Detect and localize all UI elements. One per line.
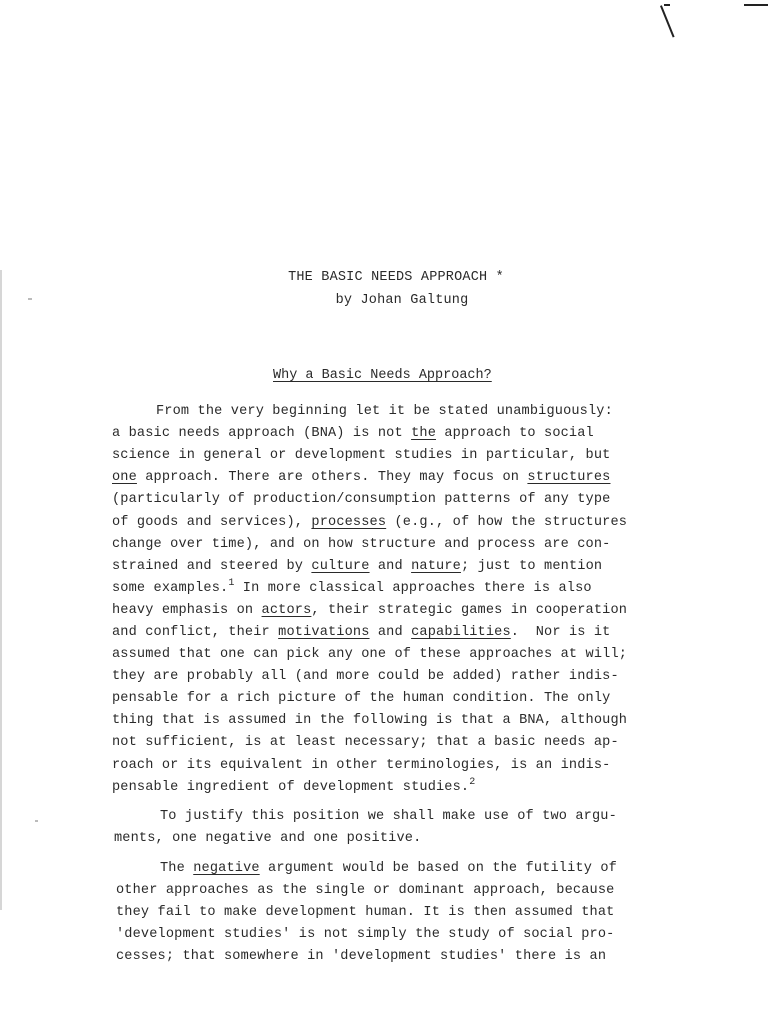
paragraph-line: To justify this position we shall make use of two argu- [160, 809, 617, 824]
paragraph-line: pensable ingredient of development studies.$^2$ [112, 777, 476, 795]
emphasis-underline: negative [193, 861, 260, 876]
paragraph-line: roach or its equivalent in other terminologies, is an indis- [112, 758, 611, 773]
emphasis-underline: capabilities [411, 625, 511, 640]
paragraph-line: one approach. There are others. They may focus on structures [112, 470, 611, 485]
footnote-ref: 1 [228, 578, 235, 589]
paragraph-line: The negative argument would be based on the futility of [160, 861, 617, 876]
scan-speck [35, 820, 38, 822]
handwritten-slash-mark [660, 5, 675, 37]
paragraph-line: cesses; that somewhere in 'development studies' there is an [116, 949, 607, 964]
handwritten-tick-mark [664, 4, 670, 6]
paragraph-line: they fail to make development human. It is then assumed that [116, 905, 615, 920]
emphasis-underline: nature [411, 559, 461, 574]
paragraph-line: assumed that one can pick any one of these approaches at will; [112, 647, 628, 662]
document-byline: by Johan Galtung [335, 293, 469, 308]
emphasis-underline: actors [261, 603, 312, 618]
section-heading: Why a Basic Needs Approach? [273, 368, 492, 383]
paragraph-line: they are probably all (and more could be added) rather indis- [112, 669, 619, 684]
emphasis-underline: the [411, 426, 437, 441]
emphasis-underline: one [112, 470, 137, 485]
document-title: THE BASIC NEEDS APPROACH * [288, 270, 504, 285]
paragraph-line: thing that is assumed in the following is that a BNA, although [112, 713, 628, 728]
paragraph-line: change over time), and on how structure and process are con- [112, 537, 611, 552]
paragraph-line: (particularly of production/consumption patterns of any type [112, 492, 611, 507]
footnote-ref: 2 [469, 777, 476, 788]
emphasis-underline: structures [527, 470, 611, 485]
paragraph-line: not sufficient, is at least necessary; that a basic needs ap- [112, 735, 619, 750]
paragraph-line: some examples.$^1$ In more classical approaches there is also [112, 578, 592, 596]
paragraph-line: pensable for a rich picture of the human condition. The only [112, 691, 611, 706]
emphasis-underline: motivations [278, 625, 370, 640]
scan-mark-top-right [744, 4, 768, 6]
scan-edge-left [0, 270, 2, 910]
paragraph-line: 'development studies' is not simply the study of social pro- [116, 927, 615, 942]
paragraph-line: ments, one negative and one positive. [114, 831, 422, 846]
emphasis-underline: culture [311, 559, 370, 574]
paragraph-line: and conflict, their motivations and capabilities. Nor is it [112, 625, 611, 640]
paragraph-line: science in general or development studies in particular, but [112, 448, 611, 463]
emphasis-underline: processes [311, 515, 387, 530]
paragraph-line: strained and steered by culture and nature; just to mention [112, 559, 603, 574]
paragraph-line: heavy emphasis on actors, their strategic games in cooperation [112, 603, 628, 618]
paragraph-line: a basic needs approach (BNA) is not the approach to social [112, 426, 594, 441]
paragraph-line: other approaches as the single or dominant approach, because [116, 883, 615, 898]
paragraph-line: From the very beginning let it be stated unambiguously: [156, 404, 613, 419]
paragraph-line: of goods and services), processes (e.g., of how the structures [112, 515, 628, 530]
